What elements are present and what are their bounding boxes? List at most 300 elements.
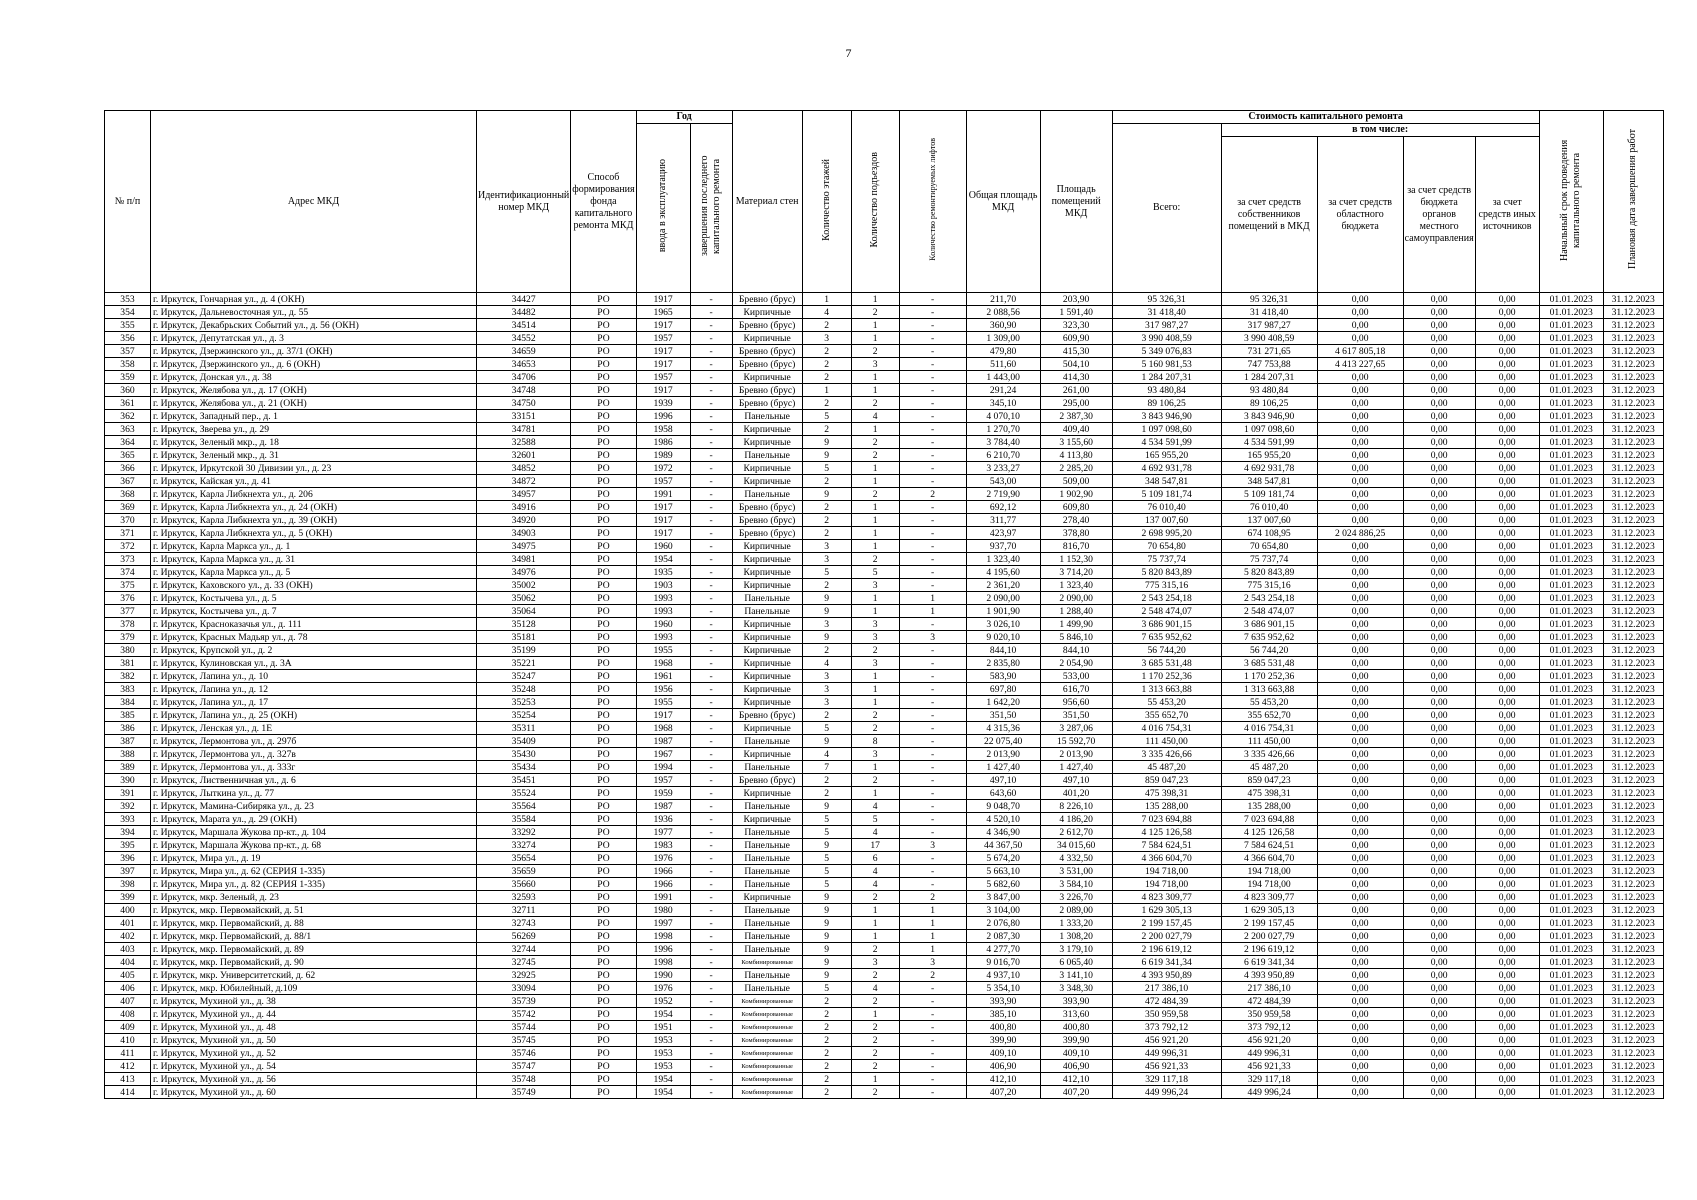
cell-wall-material: Кирпичные	[732, 748, 802, 761]
cell-ident-number: 35524	[477, 787, 571, 800]
cell-year-commission: 1917	[636, 514, 690, 527]
cell-address: г. Иркутск, Карла Либкнехта ул., д. 39 (ОКН)	[151, 514, 477, 527]
cell-end-date: 31.12.2023	[1603, 384, 1663, 397]
cell-elevators: -	[899, 722, 966, 735]
cell-premises-area: 409,40	[1040, 423, 1112, 436]
cell-cost-other: 0,00	[1475, 553, 1539, 566]
cell-premises-area: 15 592,70	[1040, 735, 1112, 748]
cell-cost-total: 56 744,20	[1112, 644, 1221, 657]
cell-cost-total: 2 200 027,79	[1112, 930, 1221, 943]
cell-elevators: -	[899, 397, 966, 410]
cell-wall-material: Кирпичные	[732, 813, 802, 826]
cell-elevators: -	[899, 1060, 966, 1073]
cell-floors: 2	[802, 397, 851, 410]
cell-year-last-repair: -	[690, 358, 732, 371]
cell-floors: 2	[802, 527, 851, 540]
cell-entrances: 1	[851, 605, 899, 618]
cell-cost-other: 0,00	[1475, 540, 1539, 553]
cell-cost-owners: 6 619 341,34	[1221, 956, 1317, 969]
cell-year-commission: 1954	[636, 553, 690, 566]
cell-cost-owners: 4 393 950,89	[1221, 969, 1317, 982]
cell-address: г. Иркутск, Лыткина ул., д. 77	[151, 787, 477, 800]
cell-total-area: 5 674,20	[966, 852, 1040, 865]
cell-year-last-repair: -	[690, 826, 732, 839]
cell-elevators: -	[899, 696, 966, 709]
cell-cost-owners: 1 097 098,60	[1221, 423, 1317, 436]
cell-total-area: 291,24	[966, 384, 1040, 397]
cell-total-area: 360,90	[966, 319, 1040, 332]
cell-method: РО	[571, 800, 636, 813]
table-row	[105, 813, 1664, 826]
cell-cost-owners: 1 284 207,31	[1221, 371, 1317, 384]
cell-year-commission: 1972	[636, 462, 690, 475]
cell-wall-material: Панельные	[732, 605, 802, 618]
cell-cost-local: 0,00	[1403, 462, 1475, 475]
table-row	[105, 748, 1664, 761]
cell-ident-number: 35247	[477, 670, 571, 683]
cell-ident-number: 35064	[477, 605, 571, 618]
cell-ident-number: 34903	[477, 527, 571, 540]
cell-floors: 3	[802, 540, 851, 553]
cell-floors: 2	[802, 774, 851, 787]
header-end-date	[1603, 111, 1663, 293]
cell-cost-local: 0,00	[1403, 579, 1475, 592]
cell-method: РО	[571, 384, 636, 397]
cell-year-commission: 1998	[636, 930, 690, 943]
cell-address: г. Иркутск, Лермонтова ул., д. 297б	[151, 735, 477, 748]
cell-floors: 9	[802, 488, 851, 501]
cell-elevators: 2	[899, 891, 966, 904]
cell-wall-material: Кирпичные	[732, 696, 802, 709]
cell-cost-owners: 4 366 604,70	[1221, 852, 1317, 865]
cell-total-area: 1 901,90	[966, 605, 1040, 618]
cell-address: г. Иркутск, Лапина ул., д. 10	[151, 670, 477, 683]
cell-wall-material: Панельные	[732, 852, 802, 865]
cell-start-date: 01.01.2023	[1539, 501, 1603, 514]
cell-start-date: 01.01.2023	[1539, 995, 1603, 1008]
cell-end-date: 31.12.2023	[1603, 800, 1663, 813]
cell-cost-regional: 0,00	[1317, 1008, 1403, 1021]
cell-address: г. Иркутск, Мухиной ул., д. 50	[151, 1034, 477, 1047]
table-row	[105, 709, 1664, 722]
cell-elevators: -	[899, 436, 966, 449]
cell-year-last-repair: -	[690, 813, 732, 826]
cell-wall-material: Бревно (брус)	[732, 319, 802, 332]
cell-start-date: 01.01.2023	[1539, 540, 1603, 553]
table-row	[105, 683, 1664, 696]
cell-cost-owners: 348 547,81	[1221, 475, 1317, 488]
cell-entrances: 5	[851, 813, 899, 826]
cell-total-area: 2 088,56	[966, 306, 1040, 319]
cell-cost-owners: 2 200 027,79	[1221, 930, 1317, 943]
cell-premises-area: 609,90	[1040, 332, 1112, 345]
cell-ident-number: 34872	[477, 475, 571, 488]
cell-start-date: 01.01.2023	[1539, 969, 1603, 982]
cell-year-last-repair: -	[690, 332, 732, 345]
table-row	[105, 644, 1664, 657]
cell-entrances: 2	[851, 969, 899, 982]
cell-end-date: 31.12.2023	[1603, 332, 1663, 345]
cell-year-last-repair: -	[690, 1073, 732, 1086]
cell-cost-total: 5 160 981,53	[1112, 358, 1221, 371]
cell-cost-local: 0,00	[1403, 293, 1475, 306]
cell-year-commission: 1991	[636, 488, 690, 501]
cell-entrances: 4	[851, 410, 899, 423]
cell-floors: 4	[802, 657, 851, 670]
cell-row-number: 379	[105, 631, 151, 644]
cell-year-commission: 1957	[636, 475, 690, 488]
cell-ident-number: 34852	[477, 462, 571, 475]
header-cost-regional: за счет средств областного бюджета	[1317, 137, 1403, 293]
cell-cost-owners: 45 487,20	[1221, 761, 1317, 774]
cell-wall-material: Комбинированные	[732, 995, 802, 1008]
cell-elevators: -	[899, 475, 966, 488]
cell-premises-area: 3 348,30	[1040, 982, 1112, 995]
cell-cost-local: 0,00	[1403, 878, 1475, 891]
cell-cost-regional: 0,00	[1317, 891, 1403, 904]
cell-wall-material: Кирпичные	[732, 670, 802, 683]
cell-cost-regional: 0,00	[1317, 605, 1403, 618]
cell-wall-material: Комбинированные	[732, 1073, 802, 1086]
cell-premises-area: 34 015,60	[1040, 839, 1112, 852]
cell-cost-total: 165 955,20	[1112, 449, 1221, 462]
cell-cost-owners: 3 686 901,15	[1221, 618, 1317, 631]
cell-total-area: 22 075,40	[966, 735, 1040, 748]
cell-cost-regional: 2 024 886,25	[1317, 527, 1403, 540]
cell-cost-local: 0,00	[1403, 787, 1475, 800]
cell-floors: 9	[802, 956, 851, 969]
cell-cost-owners: 7 584 624,51	[1221, 839, 1317, 852]
cell-total-area: 2 835,80	[966, 657, 1040, 670]
cell-year-last-repair: -	[690, 488, 732, 501]
cell-end-date: 31.12.2023	[1603, 761, 1663, 774]
cell-cost-local: 0,00	[1403, 410, 1475, 423]
cell-address: г. Иркутск, Мира ул., д. 62 (СЕРИЯ 1-335)	[151, 865, 477, 878]
table-row	[105, 631, 1664, 644]
cell-floors: 7	[802, 761, 851, 774]
cell-ident-number: 35451	[477, 774, 571, 787]
cell-cost-owners: 76 010,40	[1221, 501, 1317, 514]
cell-elevators: -	[899, 800, 966, 813]
cell-cost-regional: 0,00	[1317, 1060, 1403, 1073]
cell-address: г. Иркутск, Депутатская ул., д. 3	[151, 332, 477, 345]
cell-elevators: -	[899, 410, 966, 423]
cell-floors: 4	[802, 306, 851, 319]
cell-entrances: 1	[851, 787, 899, 800]
cell-entrances: 1	[851, 1008, 899, 1021]
cell-cost-regional: 0,00	[1317, 683, 1403, 696]
cell-cost-local: 0,00	[1403, 553, 1475, 566]
cell-elevators: -	[899, 995, 966, 1008]
cell-method: РО	[571, 1060, 636, 1073]
cell-cost-total: 4 692 931,78	[1112, 462, 1221, 475]
cell-start-date: 01.01.2023	[1539, 319, 1603, 332]
cell-entrances: 17	[851, 839, 899, 852]
cell-wall-material: Кирпичные	[732, 540, 802, 553]
cell-cost-total: 775 315,16	[1112, 579, 1221, 592]
cell-cost-total: 350 959,58	[1112, 1008, 1221, 1021]
cell-method: РО	[571, 657, 636, 670]
table-row	[105, 956, 1664, 969]
cell-year-last-repair: -	[690, 527, 732, 540]
header-year-last-repair-label: завершения последнего капитального ремонта	[699, 155, 723, 257]
cell-cost-total: 4 016 754,31	[1112, 722, 1221, 735]
cell-cost-regional: 0,00	[1317, 644, 1403, 657]
cell-premises-area: 4 332,50	[1040, 852, 1112, 865]
cell-cost-total: 7 584 624,51	[1112, 839, 1221, 852]
cell-floors: 9	[802, 605, 851, 618]
cell-total-area: 1 270,70	[966, 423, 1040, 436]
cell-premises-area: 1 152,30	[1040, 553, 1112, 566]
cell-entrances: 1	[851, 917, 899, 930]
cell-floors: 3	[802, 696, 851, 709]
cell-end-date: 31.12.2023	[1603, 930, 1663, 943]
cell-year-commission: 1960	[636, 618, 690, 631]
cell-floors: 9	[802, 891, 851, 904]
cell-cost-total: 70 654,80	[1112, 540, 1221, 553]
cell-total-area: 412,10	[966, 1073, 1040, 1086]
cell-wall-material: Панельные	[732, 735, 802, 748]
cell-cost-regional: 0,00	[1317, 306, 1403, 319]
cell-elevators: -	[899, 462, 966, 475]
cell-end-date: 31.12.2023	[1603, 670, 1663, 683]
cell-total-area: 4 195,60	[966, 566, 1040, 579]
cell-ident-number: 34976	[477, 566, 571, 579]
cell-row-number: 383	[105, 683, 151, 696]
cell-premises-area: 1 902,90	[1040, 488, 1112, 501]
cell-row-number: 405	[105, 969, 151, 982]
cell-end-date: 31.12.2023	[1603, 878, 1663, 891]
cell-start-date: 01.01.2023	[1539, 839, 1603, 852]
cell-total-area: 4 315,36	[966, 722, 1040, 735]
cell-year-commission: 1953	[636, 1034, 690, 1047]
cell-elevators: -	[899, 514, 966, 527]
cell-wall-material: Панельные	[732, 904, 802, 917]
cell-cost-owners: 731 271,65	[1221, 345, 1317, 358]
cell-ident-number: 35564	[477, 800, 571, 813]
cell-floors: 2	[802, 995, 851, 1008]
cell-cost-local: 0,00	[1403, 813, 1475, 826]
table-row	[105, 293, 1664, 306]
cell-start-date: 01.01.2023	[1539, 891, 1603, 904]
cell-cost-regional: 0,00	[1317, 878, 1403, 891]
cell-floors: 5	[802, 813, 851, 826]
cell-total-area: 583,90	[966, 670, 1040, 683]
cell-cost-owners: 456 921,20	[1221, 1034, 1317, 1047]
cell-cost-other: 0,00	[1475, 579, 1539, 592]
cell-end-date: 31.12.2023	[1603, 501, 1663, 514]
cell-end-date: 31.12.2023	[1603, 345, 1663, 358]
header-cost-other: за счет средств иных источников	[1475, 137, 1539, 293]
cell-cost-other: 0,00	[1475, 917, 1539, 930]
cell-start-date: 01.01.2023	[1539, 709, 1603, 722]
cell-total-area: 407,20	[966, 1086, 1040, 1099]
cell-cost-total: 217 386,10	[1112, 982, 1221, 995]
cell-year-commission: 1917	[636, 345, 690, 358]
cell-year-last-repair: -	[690, 449, 732, 462]
cell-cost-regional: 0,00	[1317, 631, 1403, 644]
cell-cost-regional: 0,00	[1317, 956, 1403, 969]
cell-address: г. Иркутск, мкр. Первомайский, д. 88	[151, 917, 477, 930]
cell-premises-area: 1 288,40	[1040, 605, 1112, 618]
cell-ident-number: 56269	[477, 930, 571, 943]
cell-year-last-repair: -	[690, 683, 732, 696]
cell-premises-area: 2 089,00	[1040, 904, 1112, 917]
cell-ident-number: 32743	[477, 917, 571, 930]
cell-address: г. Иркутск, мкр. Первомайский, д. 88/1	[151, 930, 477, 943]
cell-cost-regional: 0,00	[1317, 735, 1403, 748]
cell-cost-other: 0,00	[1475, 1034, 1539, 1047]
cell-total-area: 6 210,70	[966, 449, 1040, 462]
cell-start-date: 01.01.2023	[1539, 735, 1603, 748]
cell-wall-material: Бревно (брус)	[732, 345, 802, 358]
cell-cost-regional: 0,00	[1317, 969, 1403, 982]
cell-cost-other: 0,00	[1475, 384, 1539, 397]
cell-method: РО	[571, 566, 636, 579]
cell-cost-regional: 0,00	[1317, 696, 1403, 709]
cell-year-commission: 1955	[636, 644, 690, 657]
cell-wall-material: Панельные	[732, 826, 802, 839]
cell-floors: 9	[802, 930, 851, 943]
cell-wall-material: Бревно (брус)	[732, 358, 802, 371]
cell-wall-material: Комбинированные	[732, 1047, 802, 1060]
cell-method: РО	[571, 709, 636, 722]
cell-total-area: 4 520,10	[966, 813, 1040, 826]
cell-cost-other: 0,00	[1475, 904, 1539, 917]
cell-year-last-repair: -	[690, 384, 732, 397]
cell-row-number: 395	[105, 839, 151, 852]
cell-entrances: 3	[851, 618, 899, 631]
cell-end-date: 31.12.2023	[1603, 683, 1663, 696]
cell-cost-total: 137 007,60	[1112, 514, 1221, 527]
cell-cost-regional: 0,00	[1317, 475, 1403, 488]
cell-floors: 2	[802, 1008, 851, 1021]
cell-cost-owners: 31 418,40	[1221, 306, 1317, 319]
cell-end-date: 31.12.2023	[1603, 826, 1663, 839]
cell-ident-number: 35248	[477, 683, 571, 696]
cell-cost-total: 3 685 531,48	[1112, 657, 1221, 670]
cell-total-area: 4 346,90	[966, 826, 1040, 839]
cell-cost-other: 0,00	[1475, 475, 1539, 488]
cell-total-area: 479,80	[966, 345, 1040, 358]
cell-year-last-repair: -	[690, 904, 732, 917]
cell-cost-other: 0,00	[1475, 995, 1539, 1008]
cell-start-date: 01.01.2023	[1539, 462, 1603, 475]
cell-wall-material: Бревно (брус)	[732, 293, 802, 306]
table-row	[105, 462, 1664, 475]
header-start-date	[1539, 111, 1603, 293]
cell-ident-number: 33094	[477, 982, 571, 995]
cell-entrances: 2	[851, 488, 899, 501]
cell-year-commission: 1961	[636, 670, 690, 683]
cell-row-number: 387	[105, 735, 151, 748]
cell-elevators: -	[899, 332, 966, 345]
cell-method: РО	[571, 878, 636, 891]
cell-wall-material: Кирпичные	[732, 891, 802, 904]
cell-start-date: 01.01.2023	[1539, 943, 1603, 956]
cell-cost-local: 0,00	[1403, 319, 1475, 332]
cell-premises-area: 6 065,40	[1040, 956, 1112, 969]
table-row	[105, 358, 1664, 371]
cell-address: г. Иркутск, Красных Мадьяр ул., д. 78	[151, 631, 477, 644]
cell-cost-total: 4 534 591,99	[1112, 436, 1221, 449]
cell-elevators: -	[899, 371, 966, 384]
cell-total-area: 1 323,40	[966, 553, 1040, 566]
cell-year-last-repair: -	[690, 722, 732, 735]
cell-floors: 9	[802, 592, 851, 605]
cell-floors: 9	[802, 943, 851, 956]
cell-cost-regional: 4 617 805,18	[1317, 345, 1403, 358]
cell-cost-total: 4 366 604,70	[1112, 852, 1221, 865]
table-row	[105, 579, 1664, 592]
cell-cost-total: 5 820 843,89	[1112, 566, 1221, 579]
cell-cost-local: 0,00	[1403, 995, 1475, 1008]
cell-total-area: 3 784,40	[966, 436, 1040, 449]
cell-method: РО	[571, 631, 636, 644]
cell-cost-regional: 0,00	[1317, 384, 1403, 397]
cell-cost-total: 5 109 181,74	[1112, 488, 1221, 501]
cell-floors: 2	[802, 475, 851, 488]
cell-cost-regional: 0,00	[1317, 657, 1403, 670]
cell-total-area: 2 087,30	[966, 930, 1040, 943]
cell-method: РО	[571, 813, 636, 826]
cell-method: РО	[571, 319, 636, 332]
cell-cost-local: 0,00	[1403, 657, 1475, 670]
cell-cost-total: 3 335 426,66	[1112, 748, 1221, 761]
cell-cost-local: 0,00	[1403, 839, 1475, 852]
cell-end-date: 31.12.2023	[1603, 358, 1663, 371]
cell-ident-number: 35748	[477, 1073, 571, 1086]
cell-method: РО	[571, 969, 636, 982]
cell-elevators: 2	[899, 969, 966, 982]
cell-ident-number: 35660	[477, 878, 571, 891]
cell-cost-local: 0,00	[1403, 904, 1475, 917]
cell-end-date: 31.12.2023	[1603, 982, 1663, 995]
cell-cost-other: 0,00	[1475, 1008, 1539, 1021]
cell-cost-other: 0,00	[1475, 826, 1539, 839]
cell-ident-number: 35221	[477, 657, 571, 670]
cell-year-commission: 1965	[636, 306, 690, 319]
cell-year-last-repair: -	[690, 306, 732, 319]
cell-cost-total: 95 326,31	[1112, 293, 1221, 306]
cell-ident-number: 34706	[477, 371, 571, 384]
cell-year-commission: 1996	[636, 410, 690, 423]
cell-floors: 2	[802, 1073, 851, 1086]
table-row	[105, 735, 1664, 748]
table-row	[105, 995, 1664, 1008]
cell-row-number: 390	[105, 774, 151, 787]
cell-cost-local: 0,00	[1403, 605, 1475, 618]
cell-floors: 3	[802, 670, 851, 683]
cell-method: РО	[571, 397, 636, 410]
table-row	[105, 540, 1664, 553]
cell-year-commission: 1935	[636, 566, 690, 579]
cell-year-commission: 1953	[636, 1047, 690, 1060]
cell-total-area: 9 016,70	[966, 956, 1040, 969]
cell-year-last-repair: -	[690, 696, 732, 709]
cell-total-area: 3 104,00	[966, 904, 1040, 917]
cell-cost-owners: 93 480,84	[1221, 384, 1317, 397]
cell-floors: 5	[802, 462, 851, 475]
cell-cost-local: 0,00	[1403, 969, 1475, 982]
cell-cost-regional: 0,00	[1317, 540, 1403, 553]
cell-cost-regional: 0,00	[1317, 319, 1403, 332]
cell-cost-owners: 4 016 754,31	[1221, 722, 1317, 735]
cell-cost-regional: 0,00	[1317, 774, 1403, 787]
cell-method: РО	[571, 1034, 636, 1047]
cell-cost-regional: 0,00	[1317, 371, 1403, 384]
cell-start-date: 01.01.2023	[1539, 527, 1603, 540]
